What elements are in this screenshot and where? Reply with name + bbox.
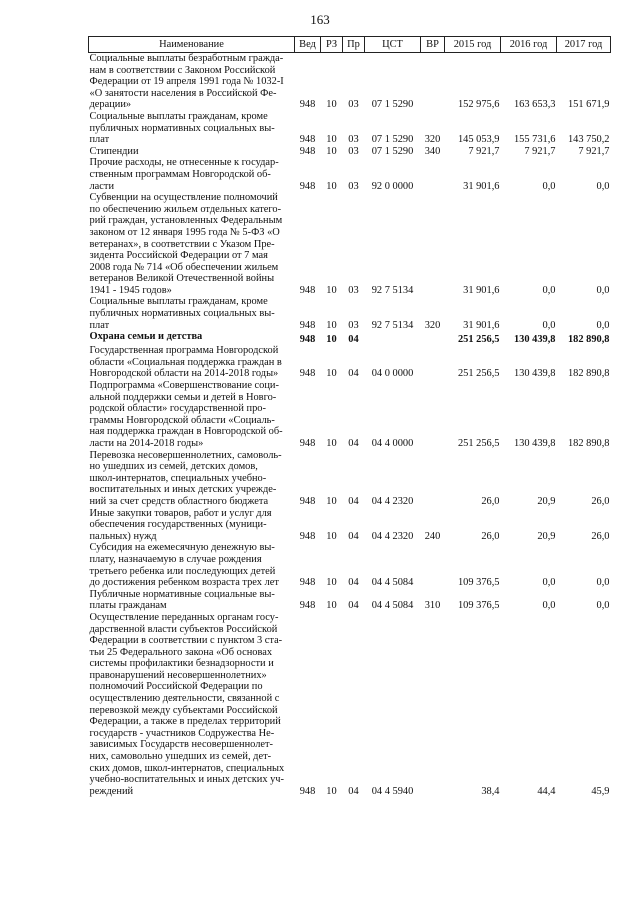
- cell-ved: 948: [299, 368, 316, 380]
- row-name-line: ских домов, школ-интернатов, специальных: [89, 762, 285, 774]
- row-name: [89, 331, 295, 345]
- cell-vr: [421, 450, 445, 508]
- cell-vr: 340: [424, 145, 441, 157]
- row-name: [89, 508, 295, 543]
- cell-ved: 948: [299, 99, 316, 111]
- row-name-line: Стипендии: [89, 145, 139, 157]
- cell-pr: 03: [348, 180, 359, 192]
- cell-2017: 182 890,8: [567, 333, 610, 345]
- row-name-line: третьего ребенка или последующих детей: [89, 565, 276, 577]
- cell-pr: 04: [348, 785, 359, 797]
- cell-rz: 10: [326, 99, 337, 111]
- cell-pr: 03: [348, 145, 359, 157]
- cell-cst: 04 4 2320: [371, 530, 414, 542]
- header-name: Наименование: [89, 37, 295, 53]
- cell-pr: 03: [348, 99, 359, 111]
- header-ved: Вед: [295, 37, 321, 53]
- cell-2016: 7 921,7: [524, 145, 556, 157]
- row-name-line: реждений: [89, 785, 134, 797]
- header-rz: РЗ: [321, 37, 343, 53]
- cell-2017: 0,0: [596, 577, 610, 589]
- cell-2015: 38,4: [481, 785, 500, 797]
- cell-2016: 0,0: [542, 600, 556, 612]
- row-name-line: ветеранов Великой Отечественной войны: [89, 273, 275, 285]
- cell-2017: 26,0: [591, 495, 610, 507]
- header-2017: 2017 год: [557, 37, 611, 53]
- row-name-line: платы гражданам: [89, 600, 167, 612]
- row-name-line: законом от 12 января 1995 года № 5-ФЗ «О: [89, 226, 280, 238]
- row-name-line: Перевозка несовершеннолетних, самоволь-: [89, 449, 282, 461]
- cell-cst: 07 1 5290: [371, 99, 414, 111]
- row-name: [89, 53, 295, 111]
- cell-ved: 948: [299, 145, 316, 157]
- cell-ved: 948: [299, 438, 316, 449]
- cell-cst: 04 4 5084: [371, 577, 414, 589]
- cell-rz: 10: [326, 530, 337, 542]
- row-name-line: области «Социальная поддержка граждан в: [89, 356, 282, 368]
- row-name-line: Федерации в соответствии с пунктом 3 ста-: [89, 635, 283, 647]
- cell-2016: 0,0: [542, 180, 556, 192]
- cell-cst: 04 4 5940: [371, 785, 414, 797]
- row-name-line: 1941 - 1945 годов»: [89, 284, 172, 296]
- cell-ved: 948: [299, 600, 316, 612]
- row-name-line: нам в соответствии с Законом Российской: [89, 64, 276, 76]
- cell-cst: 92 0 0000: [371, 180, 414, 192]
- cell-rz: 10: [326, 319, 337, 331]
- row-name-line: родской области» государственной про-: [89, 403, 266, 415]
- row-name-line: полномочий Российской Федерации по: [89, 681, 263, 693]
- cell-cst: 04 4 2320: [371, 495, 414, 507]
- row-name-line: Федерации от 19 апреля 1991 года № 1032-I: [89, 76, 284, 88]
- table-row: [89, 345, 611, 380]
- row-name: [89, 450, 295, 508]
- cell-2017: 0,0: [596, 319, 610, 331]
- cell-vr: 310: [424, 600, 441, 612]
- row-name-line: альной поддержки семьи и детей в Новго-: [89, 391, 277, 403]
- row-name-line: государств - участников Содружества Не-: [89, 727, 275, 739]
- row-name-line: ная поддержка граждан в Новгородской об-: [89, 426, 283, 438]
- cell-2017: 182 890,8: [567, 368, 610, 380]
- cell-cst: 07 1 5290: [371, 145, 414, 157]
- cell-2016: 155 731,6: [513, 134, 556, 146]
- row-name-line: дарственной власти субъектов Российской: [89, 623, 278, 635]
- cell-ved: 948: [299, 333, 316, 345]
- cell-pr: 03: [348, 319, 359, 331]
- row-name-line: Социальные выплаты гражданам, кроме: [89, 296, 268, 308]
- row-name-line: Государственная программа Новгородской: [89, 345, 279, 357]
- cell-rz: 10: [326, 495, 337, 507]
- row-name-line: школ-интернатов, специальных учебно-: [89, 472, 267, 484]
- row-name: [89, 111, 295, 146]
- header-pr: Пр: [343, 37, 365, 53]
- cell-2015: 152 975,6: [457, 99, 500, 111]
- cell-vr: [421, 331, 445, 345]
- cell-cst: 92 7 5134: [371, 319, 414, 331]
- row-name-line: осуществлению деятельности, связанной с: [89, 693, 280, 705]
- row-name-line: зидента Российской Федерации от 7 мая: [89, 250, 268, 262]
- cell-vr: 320: [424, 134, 441, 146]
- cell-rz: 10: [326, 134, 337, 146]
- row-name-line: по обеспечению жильем отдельных катего-: [89, 203, 282, 215]
- cell-2016: 20,9: [537, 495, 556, 507]
- header-2015: 2015 год: [445, 37, 501, 53]
- row-name: [89, 296, 295, 331]
- table-row: [89, 380, 611, 450]
- cell-2016: 0,0: [542, 319, 556, 331]
- cell-2016: 0,0: [542, 577, 556, 589]
- cell-2015: 31 901,6: [463, 284, 500, 296]
- cell-2015: 31 901,6: [463, 180, 500, 192]
- cell-rz: 10: [326, 577, 337, 589]
- cell-2015: 31 901,6: [463, 319, 500, 331]
- row-name: [89, 345, 295, 380]
- header-2016: 2016 год: [501, 37, 557, 53]
- cell-rz: 10: [326, 180, 337, 192]
- table-row: [89, 331, 611, 345]
- cell-2017: 143 750,2: [567, 134, 610, 146]
- cell-ved: 948: [299, 785, 316, 797]
- row-name-line: публичных нормативных социальных вы-: [89, 122, 275, 134]
- cell-ved: 948: [299, 180, 316, 192]
- cell-cst: 04 4 5084: [371, 600, 414, 612]
- cell-2016: 130 439,8: [513, 438, 556, 449]
- row-name-line: Прочие расходы, не отнесенные к государ-: [89, 157, 279, 169]
- cell-rz: 10: [326, 368, 337, 380]
- row-name-line: Социальные выплаты безработным гражда-: [89, 53, 284, 64]
- row-name: [89, 192, 295, 296]
- row-name-line: перевозкой между субъектами Российской: [89, 704, 278, 716]
- table-row: [89, 296, 611, 331]
- cell-pr: 04: [348, 333, 359, 345]
- row-name-line: публичных нормативных социальных вы-: [89, 308, 275, 320]
- row-name-line: обеспечения государственных (муници-: [89, 519, 267, 531]
- cell-vr: [421, 612, 445, 798]
- row-name-line: плат: [89, 319, 110, 331]
- table-row: [89, 589, 611, 612]
- cell-pr: 04: [348, 495, 359, 507]
- row-name-line: воспитательных и иных детских учрежде-: [89, 484, 277, 496]
- row-name-line: ласти на 2014-2018 годы»: [89, 438, 204, 449]
- row-name-line: них, самовольно ушедших из семей, дет-: [89, 751, 272, 763]
- cell-2015: 145 053,9: [457, 134, 500, 146]
- row-name-line: зависимых Государств несовершеннолет-: [89, 739, 273, 751]
- row-name-line: ственным программам Новгородской об-: [89, 168, 271, 180]
- cell-2015: 26,0: [481, 495, 500, 507]
- row-name-line: 2008 года № 714 «Об обеспечении жильем: [89, 261, 279, 273]
- table-row: [89, 146, 611, 158]
- cell-vr: [421, 542, 445, 588]
- cell-vr: [421, 380, 445, 450]
- cell-cst: 04 4 0000: [371, 438, 414, 449]
- cell-2016: 130 439,8: [513, 368, 556, 380]
- cell-2015: 7 921,7: [468, 145, 500, 157]
- cell-2017: 0,0: [596, 180, 610, 192]
- cell-ved: 948: [299, 319, 316, 331]
- cell-2017: 45,9: [591, 785, 610, 797]
- cell-2015: 251 256,5: [457, 368, 500, 380]
- table-row: [89, 450, 611, 508]
- cell-ved: 948: [299, 495, 316, 507]
- table-header-row: [89, 37, 611, 53]
- table-row: [89, 157, 611, 192]
- row-name-line: пальных) нужд: [89, 530, 157, 542]
- row-name-line: Новгородской области на 2014-2018 годы»: [89, 368, 279, 380]
- cell-cst: 92 7 5134: [371, 284, 414, 296]
- row-name-line: Субсидия на ежемесячную денежную вы-: [89, 542, 275, 554]
- row-name-line: тьи 25 Федерального закона «Об основах: [89, 646, 273, 658]
- row-name-line: плату, назначаемую в случае рождения: [89, 553, 262, 565]
- cell-2016: 0,0: [542, 284, 556, 296]
- row-name-line: рий граждан, установленных Федеральным: [89, 215, 283, 227]
- row-name-line: «О занятости населения в Российской Фе-: [89, 87, 277, 99]
- table-row: [89, 508, 611, 543]
- cell-pr: 03: [348, 284, 359, 296]
- table-row: [89, 192, 611, 296]
- cell-pr: 03: [348, 134, 359, 146]
- row-name-line: ласти: [89, 180, 115, 192]
- cell-cst: [365, 331, 421, 345]
- table-body: [89, 53, 611, 798]
- cell-pr: 04: [348, 368, 359, 380]
- cell-ved: 948: [299, 530, 316, 542]
- row-name-line: учебно-воспитательных и иных детских уч-: [89, 774, 284, 786]
- row-name-line: Охрана семьи и детства: [89, 331, 203, 343]
- cell-rz: 10: [326, 333, 337, 345]
- cell-2015: 109 376,5: [457, 600, 500, 612]
- cell-2015: 109 376,5: [457, 577, 500, 589]
- header-cst: ЦСТ: [365, 37, 421, 53]
- cell-ved: 948: [299, 577, 316, 589]
- row-name-line: но ушедших из семей, детских домов,: [89, 461, 258, 473]
- cell-2015: 26,0: [481, 530, 500, 542]
- row-name-line: системы профилактики безнадзорности и: [89, 658, 274, 670]
- row-name-line: ветеранах», в соответствии с Указом Пре-: [89, 238, 275, 250]
- row-name: [89, 146, 295, 158]
- cell-2015: 251 256,5: [457, 438, 500, 449]
- cell-rz: 10: [326, 145, 337, 157]
- row-name-line: Федерации, а также в пределах территорий: [89, 716, 281, 728]
- cell-cst: 07 1 5290: [371, 134, 414, 146]
- cell-rz: 10: [326, 785, 337, 797]
- cell-vr: [421, 192, 445, 296]
- cell-2017: 182 890,8: [567, 438, 610, 449]
- cell-ved: 948: [299, 284, 316, 296]
- cell-ved: 948: [299, 134, 316, 146]
- row-name: [89, 612, 295, 798]
- row-name-line: Подпрограмма «Совершенствование соци-: [89, 380, 279, 392]
- row-name-line: дерации»: [89, 99, 132, 111]
- row-name-line: до достижения ребенком возраста трех лет: [89, 577, 279, 589]
- cell-pr: 04: [348, 530, 359, 542]
- table-row: [89, 612, 611, 798]
- cell-pr: 04: [348, 600, 359, 612]
- cell-2016: 44,4: [537, 785, 556, 797]
- cell-vr: [421, 345, 445, 380]
- cell-rz: 10: [326, 284, 337, 296]
- row-name-line: Субвенции на осуществление полномочий: [89, 192, 278, 204]
- budget-table: [88, 36, 611, 797]
- cell-cst: 04 0 0000: [371, 368, 414, 380]
- header-vr: ВР: [421, 37, 445, 53]
- cell-2017: 0,0: [596, 284, 610, 296]
- row-name-line: граммы Новгородской области «Социаль-: [89, 414, 275, 426]
- cell-2017: 151 671,9: [567, 99, 610, 111]
- cell-2017: 0,0: [596, 600, 610, 612]
- cell-2017: 7 921,7: [578, 145, 610, 157]
- row-name: [89, 157, 295, 192]
- cell-rz: 10: [326, 438, 337, 449]
- row-name-line: правонарушений несовершеннолетних»: [89, 669, 267, 681]
- cell-vr: [421, 157, 445, 192]
- row-name-line: Осуществление переданных органам госу-: [89, 611, 279, 623]
- cell-vr: 240: [424, 530, 441, 542]
- row-name-line: Социальные выплаты гражданам, кроме: [89, 110, 268, 122]
- table-row: [89, 542, 611, 588]
- row-name-line: ний за счет средств областного бюджета: [89, 495, 269, 507]
- cell-pr: 04: [348, 438, 359, 449]
- cell-2016: 163 653,3: [513, 99, 556, 111]
- row-name-line: Публичные нормативные социальные вы-: [89, 588, 275, 600]
- page-number: 163: [310, 12, 330, 27]
- cell-rz: 10: [326, 600, 337, 612]
- cell-2017: 26,0: [591, 530, 610, 542]
- cell-2016: 130 439,8: [513, 333, 556, 345]
- row-name-line: плат: [89, 134, 110, 146]
- cell-2016: 20,9: [537, 530, 556, 542]
- table-row: [89, 111, 611, 146]
- cell-2015: 251 256,5: [457, 333, 500, 345]
- cell-vr: 320: [424, 319, 441, 331]
- row-name: [89, 589, 295, 612]
- cell-vr: [421, 53, 445, 111]
- cell-pr: 04: [348, 577, 359, 589]
- row-name-line: Иные закупки товаров, работ и услуг для: [89, 507, 272, 519]
- row-name: [89, 380, 295, 450]
- row-name: [89, 542, 295, 588]
- table-row: [89, 53, 611, 111]
